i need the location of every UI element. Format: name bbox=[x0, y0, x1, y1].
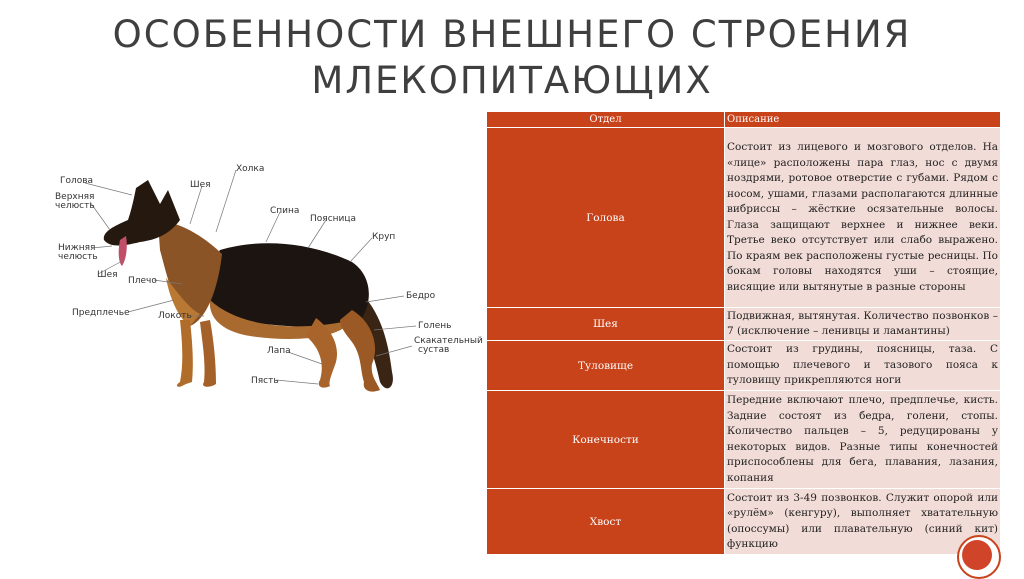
label-pastern: Пясть bbox=[251, 376, 279, 386]
decorative-circle-inner-icon bbox=[962, 540, 992, 570]
label-hock-2: сустав bbox=[418, 345, 450, 355]
row-section: Конечности bbox=[487, 391, 725, 489]
row-description: Подвижная, вытянутая. Количество позвонков – 7 (исключение – ленивцы и ламантины) bbox=[725, 308, 1001, 341]
label-back: Спина bbox=[270, 206, 300, 216]
label-thigh: Бедро bbox=[406, 291, 436, 301]
dog-anatomy-diagram bbox=[40, 150, 483, 400]
label-forearm: Предплечье bbox=[72, 308, 130, 318]
label-croup: Круп bbox=[372, 232, 396, 242]
table-row bbox=[487, 391, 1001, 489]
row-description: Состоит из лицевого и мозгового отделов. На «лице» расположены пара глаз, нос с двумя ноздрями, ротовое отверстие с губами. Рядом с носом, ушами, глазами располагаются длинные вибриссы – жёсткие осязательные волосы. Глаза защищают верхнее и нижнее веки. Третье веко отсутствует или слабо выражено. По краям век расположены густые ресницы. По бокам головы находятся уши – стоящие, висящие или вытянутые в разные стороны bbox=[725, 128, 1001, 308]
title-line-1: ОСОБЕННОСТИ ВНЕШНЕГО СТРОЕНИЯ bbox=[112, 13, 912, 56]
row-section: Шея bbox=[487, 308, 725, 341]
table-header-row bbox=[487, 112, 1001, 128]
row-description: Состоит из 3-49 позвонков. Служит опорой или «рулём» (кенгуру), выполняет хватательную (опоссумы) или плавательную (синий кит) функцию bbox=[725, 489, 1001, 555]
table-row bbox=[487, 341, 1001, 391]
row-section: Хвост bbox=[487, 489, 725, 555]
label-loin: Поясница bbox=[310, 214, 357, 224]
row-description: Состоит из грудины, поясницы, таза. С помощью плечевого и тазового пояса к туловищу прикрепляются ноги bbox=[725, 341, 1001, 391]
label-lower-jaw-2: челюсть bbox=[58, 252, 98, 262]
label-paw: Лапа bbox=[267, 346, 291, 356]
label-elbow: Локоть bbox=[158, 311, 192, 321]
label-shoulder: Плечо bbox=[128, 276, 157, 286]
label-neck: Шея bbox=[190, 180, 211, 190]
label-hock-1: Скакательный bbox=[414, 336, 483, 346]
row-section: Туловище bbox=[487, 341, 725, 391]
label-withers: Холка bbox=[236, 164, 265, 174]
table-row bbox=[487, 308, 1001, 341]
label-shin: Голень bbox=[418, 321, 452, 331]
table-row bbox=[487, 128, 1001, 308]
label-neck-left: Шея bbox=[97, 270, 118, 280]
label-head: Голова bbox=[60, 176, 94, 186]
title-line-2: МЛЕКОПИТАЮЩИХ bbox=[311, 59, 713, 102]
row-description: Передние включают плечо, предплечье, кисть. Задние состоят из бедра, голени, стопы. Количество пальцев – 5, редуцированы у некоторых видов. Разные типы конечностей приспособлены для бега, плавания, лазания, копания bbox=[725, 391, 1001, 489]
page-title bbox=[0, 12, 1024, 104]
label-lower-jaw-1: Нижняя bbox=[58, 243, 96, 253]
anatomy-table bbox=[486, 111, 1000, 555]
header-description: Описание bbox=[725, 112, 1001, 128]
label-upper-jaw-2: челюсть bbox=[55, 201, 95, 211]
header-section: Отдел bbox=[487, 112, 725, 128]
table-row bbox=[487, 489, 1001, 555]
row-section: Голова bbox=[487, 128, 725, 308]
label-upper-jaw-1: Верхняя bbox=[55, 192, 95, 202]
